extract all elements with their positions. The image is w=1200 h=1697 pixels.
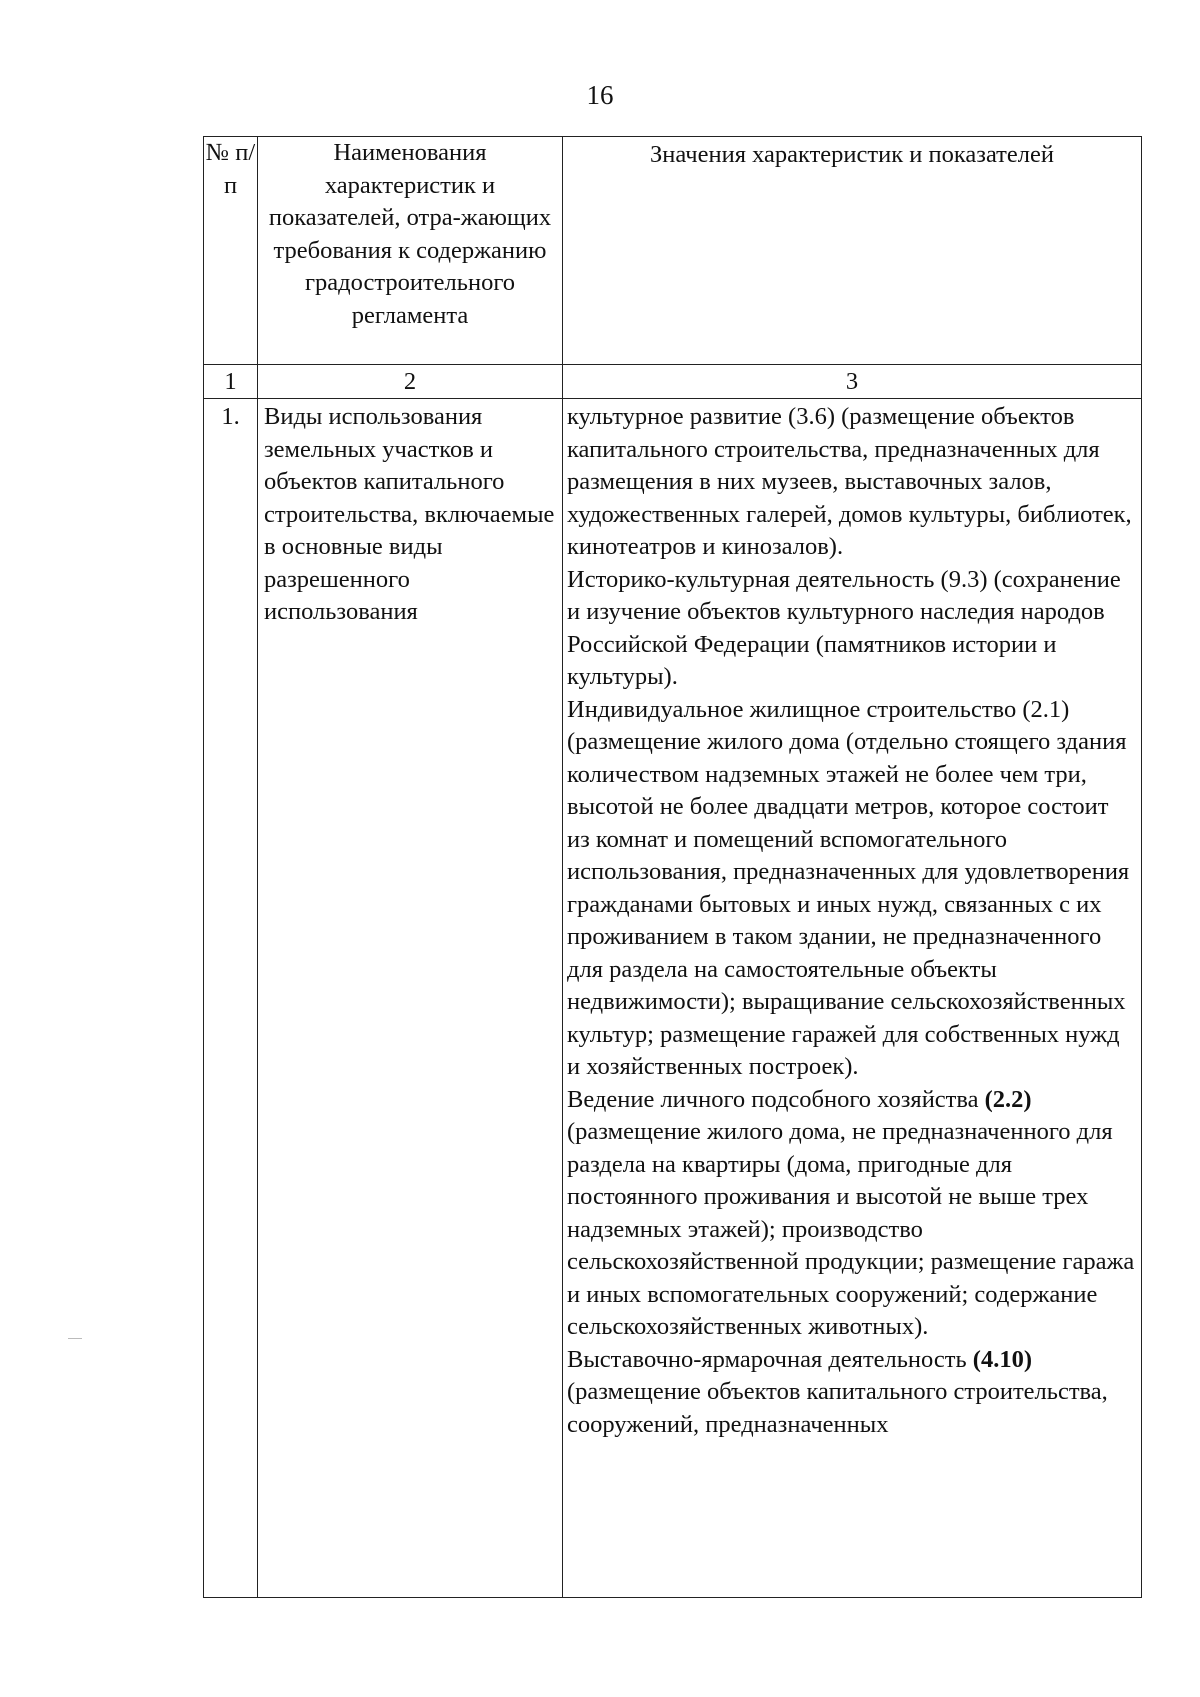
row-name: Виды использования земельных участков и объектов капитального строительства, включаемые в основные виды разрешенного использования — [258, 399, 563, 1598]
column-number: 1 — [204, 365, 258, 399]
column-number: 3 — [563, 365, 1142, 399]
table-row — [204, 399, 1142, 1598]
scan-mark — [68, 1338, 82, 1339]
value-paragraph: Историко-культурная деятельность (9.3) (сохранение и изучение объектов культурного наследия народов Российской Федерации (памятников истории и культуры). — [567, 565, 1121, 690]
use-code: (2.2) — [984, 1085, 1032, 1113]
row-number: 1. — [204, 399, 258, 1598]
page-number: 16 — [586, 80, 614, 110]
header-values: Значения характеристик и показателей — [563, 137, 1142, 365]
table-header-row — [204, 137, 1142, 365]
column-number-row — [204, 365, 1142, 399]
use-code: (4.10) — [972, 1345, 1032, 1373]
value-paragraph: Выставочно-ярмарочная деятельность (4.10) (размещение объектов капитального строительства, сооружений, предназначенных — [567, 1345, 1108, 1438]
row-values — [563, 399, 1142, 1598]
value-paragraph: культурное развитие (3.6) (размещение объектов капитального строительства, предназначенных для размещения в них музеев, выставочных залов, художественных галерей, домов культуры, библиотек, кинотеатров и кинозалов). — [567, 403, 1132, 560]
column-number: 2 — [258, 365, 563, 399]
regulation-table — [203, 136, 1142, 1598]
header-number: № п/п — [204, 137, 258, 365]
value-paragraph: Ведение личного подсобного хозяйства (2.2) (размещение жилого дома, не предназначенного для раздела на квартиры (дома, пригодные для постоянного проживания и высотой не выше трех надземных этажей); производство сельскохозяйственной продукции; размещение гаража и иных вспомогательных сооружений; содержание сельскохозяйственных животных). — [567, 1085, 1135, 1340]
header-name: Наименования характеристик и показателей, отра-жающих требования к содержанию градостроительного регламента — [258, 137, 563, 365]
value-paragraph: Индивидуальное жилищное строительство (2.1) (размещение жилого дома (отдельно стоящего здания количеством надземных этажей не более чем три, высотой не более двадцати метров, которое состоит из комнат и помещений вспомогательного использования, предназначенных для удовлетворения гражданами бытовых и иных нужд, связанных с их проживанием в таком здании, не предназначенного для раздела на самостоятельные объекты недвижимости); выращивание сельскохозяйственных культур; размещение гаражей для собственных нужд и хозяйственных построек). — [567, 695, 1130, 1080]
